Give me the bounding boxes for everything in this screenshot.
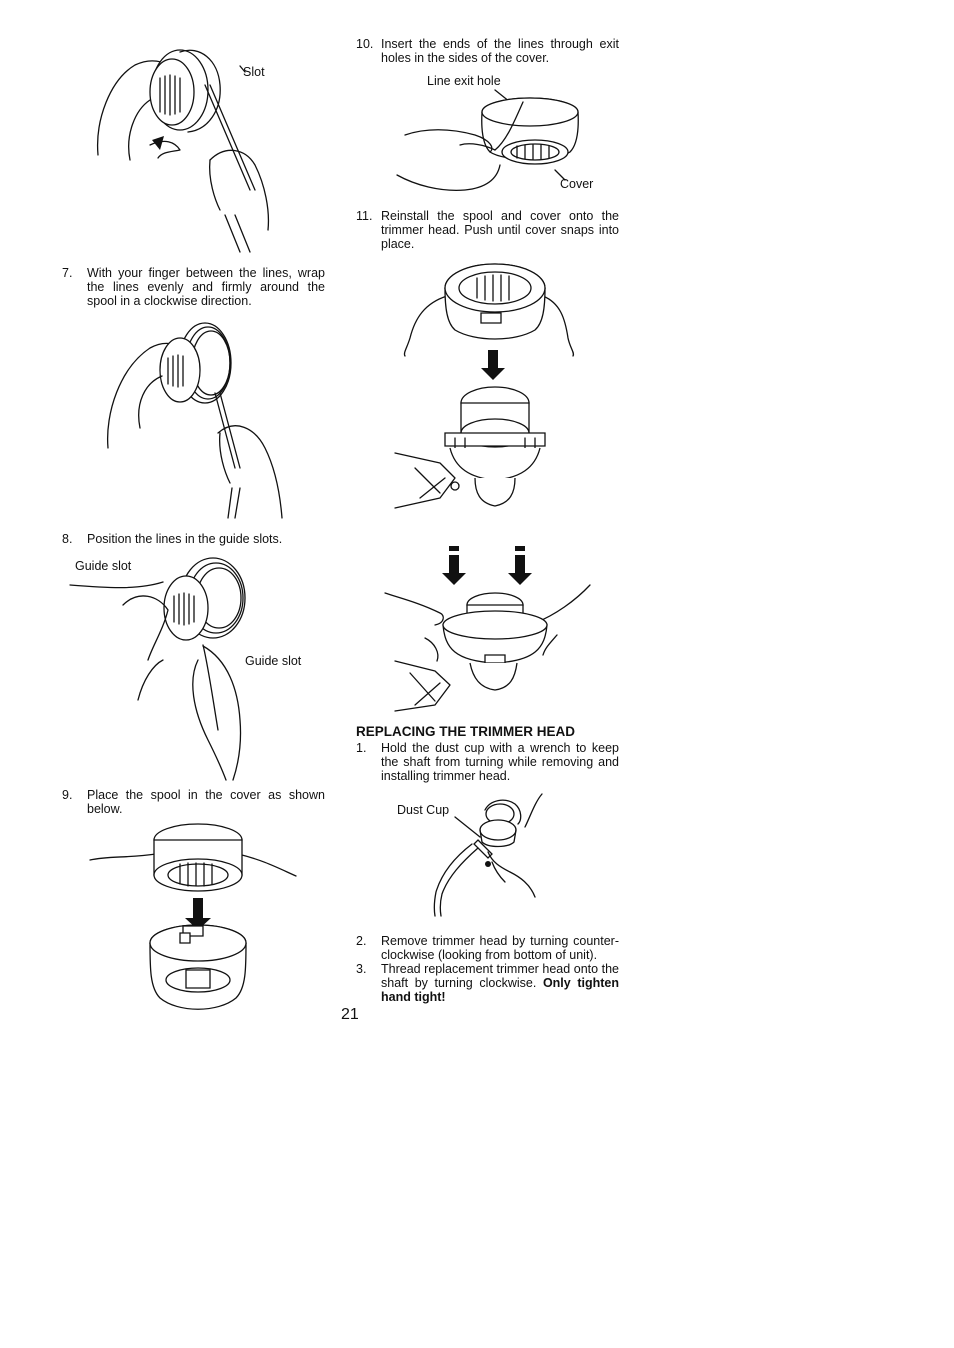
label-slot: Slot <box>243 65 265 79</box>
step-8-text: Position the lines in the guide slots. <box>87 532 283 546</box>
replacing-step-2-number: 2. <box>356 934 367 948</box>
step-7-number: 7. <box>62 266 73 280</box>
replacing-step-3 <box>356 962 619 1004</box>
step-7 <box>62 266 325 308</box>
label-guide-slot-bottom: Guide slot <box>245 654 302 668</box>
step-11-text: Reinstall the spool and cover onto the trimmer head. Push until cover snaps into place. <box>381 209 619 251</box>
step-10-text: Insert the ends of the lines through exit holes in the sides of the cover. <box>381 37 619 65</box>
label-cover: Cover <box>560 177 594 191</box>
illustration-dust-cup-wrench <box>430 792 550 917</box>
replacing-step-1-text: Hold the dust cup with a wrench to keep the shaft from turning while removing and installing trimmer head. <box>381 741 619 783</box>
label-guide-slot-top: Guide slot <box>75 559 132 573</box>
illustration-reinstall-cover <box>385 258 585 523</box>
step-9-number: 9. <box>62 788 73 802</box>
label-line-exit-hole: Line exit hole <box>427 74 501 88</box>
illustration-push-snap <box>385 543 595 713</box>
section-heading-replacing-trimmer-head: REPLACING THE TRIMMER HEAD <box>356 724 575 739</box>
step-11-number: 11. <box>356 209 373 223</box>
replacing-step-1 <box>356 741 619 783</box>
replacing-step-3-text: Thread replacement trimmer head onto the shaft by turning clockwise. <box>381 962 619 990</box>
step-8 <box>62 532 325 546</box>
label-dust-cup: Dust Cup <box>397 803 450 817</box>
step-10 <box>356 37 619 65</box>
replacing-step-1-number: 1. <box>356 741 367 755</box>
step-8-number: 8. <box>62 532 73 546</box>
step-7-text: With your finger between the lines, wrap the lines evenly and firmly around the spool in a clockwise direction. <box>87 266 325 308</box>
replacing-step-2-text: Remove trimmer head by turning counter-clockwise (looking from bottom of unit). <box>381 934 619 962</box>
replacing-step-2 <box>356 934 619 962</box>
replacing-step-3-number: 3. <box>356 962 367 976</box>
step-9 <box>62 788 325 816</box>
illustration-wrapping-line <box>100 318 290 523</box>
page-number: 21 <box>341 1006 359 1023</box>
step-9-text: Place the spool in the cover as shown below. <box>87 788 325 816</box>
replacing-step-3-body <box>381 962 619 1004</box>
step-11 <box>356 209 619 251</box>
step-10-number: 10. <box>356 37 374 51</box>
illustration-guide-slots <box>68 550 268 782</box>
replacing-step-3-warning: Only tighten hand tight! <box>381 976 619 1004</box>
illustration-spool-into-cover <box>88 818 298 1018</box>
